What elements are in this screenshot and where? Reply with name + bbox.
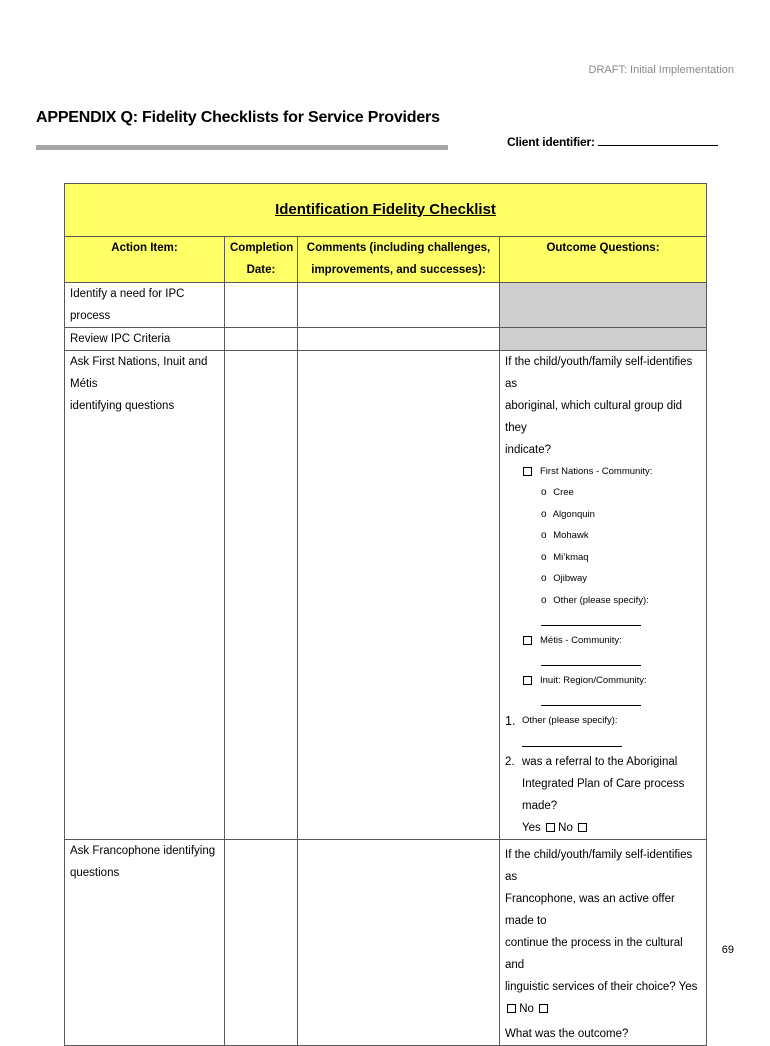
item-number: 2. bbox=[505, 756, 515, 768]
action-item: Review IPC Criteria bbox=[65, 328, 225, 351]
sub-option-label: Algonquin bbox=[552, 508, 595, 520]
specify-blank[interactable] bbox=[522, 732, 622, 747]
outcome-aboriginal bbox=[500, 351, 707, 840]
checkbox-icon[interactable] bbox=[523, 636, 532, 645]
sub-option-label: Ojibway bbox=[553, 573, 587, 584]
checkbox-icon[interactable] bbox=[523, 467, 532, 476]
comments-cell[interactable] bbox=[298, 351, 500, 840]
specify-blank[interactable] bbox=[541, 651, 641, 666]
col-header-comments bbox=[298, 237, 500, 283]
outcome-cell-disabled bbox=[500, 328, 707, 351]
col-header-outcome-label: Outcome Questions: bbox=[546, 242, 660, 254]
col-header-completion bbox=[225, 237, 298, 283]
sub-option-label: Other (please specify): bbox=[553, 594, 649, 606]
item-number: 1. bbox=[505, 714, 516, 728]
page-title: APPENDIX Q: Fidelity Checklists for Service Providers bbox=[36, 109, 440, 126]
table-row bbox=[65, 840, 707, 1046]
draft-label: DRAFT: Initial Implementation bbox=[588, 64, 734, 76]
table-row bbox=[65, 283, 707, 328]
completion-date-cell[interactable] bbox=[225, 840, 298, 1046]
client-identifier-label: Client identifier: bbox=[507, 135, 595, 149]
option-first-nations[interactable] bbox=[505, 461, 701, 482]
completion-date-cell[interactable] bbox=[225, 351, 298, 840]
outcome-text-choice bbox=[505, 976, 701, 1020]
circle-bullet-icon: o bbox=[541, 508, 547, 520]
outcome-text: If the child/youth/family self-identifies as bbox=[505, 356, 693, 390]
option-label: First Nations - Community: bbox=[540, 466, 653, 477]
action-item-line: Ask Francophone identifying bbox=[70, 845, 216, 857]
action-item bbox=[65, 840, 225, 1046]
no-checkbox[interactable] bbox=[578, 823, 587, 832]
yes-checkbox[interactable] bbox=[546, 823, 555, 832]
no-label: No bbox=[519, 1003, 534, 1015]
col-header-comments-line1: Comments (including challenges, bbox=[306, 242, 491, 254]
option-label: Inuit: Region/Community: bbox=[540, 675, 647, 686]
fidelity-checklist-table bbox=[64, 183, 707, 1046]
sub-option[interactable] bbox=[505, 590, 701, 612]
specify-blank[interactable] bbox=[541, 611, 641, 626]
col-header-action bbox=[65, 237, 225, 283]
comments-cell[interactable] bbox=[298, 283, 500, 328]
item-text: Other (please specify): bbox=[522, 715, 618, 726]
action-item bbox=[65, 351, 225, 840]
no-label: No bbox=[558, 822, 573, 834]
yes-no-choice bbox=[522, 817, 701, 839]
item-text: Integrated Plan of Care process made? bbox=[522, 778, 685, 812]
action-item-line: Ask First Nations, Inuit and Métis bbox=[70, 356, 208, 390]
action-item: Identify a need for IPC process bbox=[65, 283, 225, 328]
outcome-text: What was the outcome? bbox=[505, 1028, 629, 1040]
circle-bullet-icon: o bbox=[541, 530, 547, 541]
action-item-line: identifying questions bbox=[70, 400, 175, 412]
sub-option[interactable] bbox=[505, 547, 701, 569]
option-label: Métis - Community: bbox=[540, 635, 622, 646]
page-number: 69 bbox=[721, 944, 734, 956]
table-row bbox=[65, 328, 707, 351]
outcome-text: linguistic services of their choice? Yes bbox=[505, 981, 698, 993]
circle-bullet-icon: o bbox=[541, 573, 547, 584]
col-header-completion-line2: Date: bbox=[246, 264, 276, 276]
comments-cell[interactable] bbox=[298, 328, 500, 351]
no-checkbox[interactable] bbox=[539, 1004, 548, 1013]
title-underline bbox=[36, 145, 448, 150]
circle-bullet-icon: o bbox=[541, 594, 547, 606]
col-header-action-label: Action Item: bbox=[111, 242, 178, 254]
action-item-line: questions bbox=[70, 867, 120, 879]
yes-checkbox[interactable] bbox=[507, 1004, 516, 1013]
item-text: was a referral to the Aboriginal bbox=[522, 756, 678, 768]
numbered-item bbox=[505, 751, 701, 839]
outcome-text: aboriginal, which cultural group did they bbox=[505, 400, 683, 434]
checklist-title: Identification Fidelity Checklist bbox=[275, 200, 496, 218]
client-identifier bbox=[507, 135, 718, 149]
outcome-text: continue the process in the cultural and bbox=[505, 937, 683, 971]
specify-blank[interactable] bbox=[541, 691, 641, 706]
client-identifier-blank[interactable] bbox=[598, 135, 718, 146]
outcome-text: Francophone, was an active offer made to bbox=[505, 893, 675, 927]
sub-option[interactable] bbox=[505, 504, 701, 526]
checklist-title-cell bbox=[65, 184, 707, 237]
col-header-outcome bbox=[500, 237, 707, 283]
option-metis[interactable] bbox=[505, 630, 701, 651]
outcome-francophone bbox=[500, 840, 707, 1046]
circle-bullet-icon: o bbox=[541, 487, 547, 498]
completion-date-cell[interactable] bbox=[225, 328, 298, 351]
sub-option[interactable] bbox=[505, 482, 701, 504]
sub-option[interactable] bbox=[505, 525, 701, 547]
outcome-text: indicate? bbox=[505, 444, 552, 456]
comments-cell[interactable] bbox=[298, 840, 500, 1046]
outcome-text: If the child/youth/family self-identifies as bbox=[505, 849, 693, 883]
sub-option-label: Mohawk bbox=[553, 530, 589, 541]
sub-option-label: Mi’kmaq bbox=[553, 551, 589, 563]
col-header-comments-line2: improvements, and successes): bbox=[311, 264, 486, 276]
circle-bullet-icon: o bbox=[541, 551, 547, 563]
outcome-cell-disabled bbox=[500, 283, 707, 328]
table-row bbox=[65, 351, 707, 840]
checkbox-icon[interactable] bbox=[523, 676, 532, 685]
completion-date-cell[interactable] bbox=[225, 283, 298, 328]
yes-label: Yes bbox=[522, 822, 541, 834]
col-header-completion-line1: Completion bbox=[230, 242, 294, 254]
option-inuit[interactable] bbox=[505, 670, 701, 691]
numbered-item bbox=[505, 710, 701, 732]
sub-option[interactable] bbox=[505, 568, 701, 590]
sub-option-label: Cree bbox=[553, 487, 574, 498]
